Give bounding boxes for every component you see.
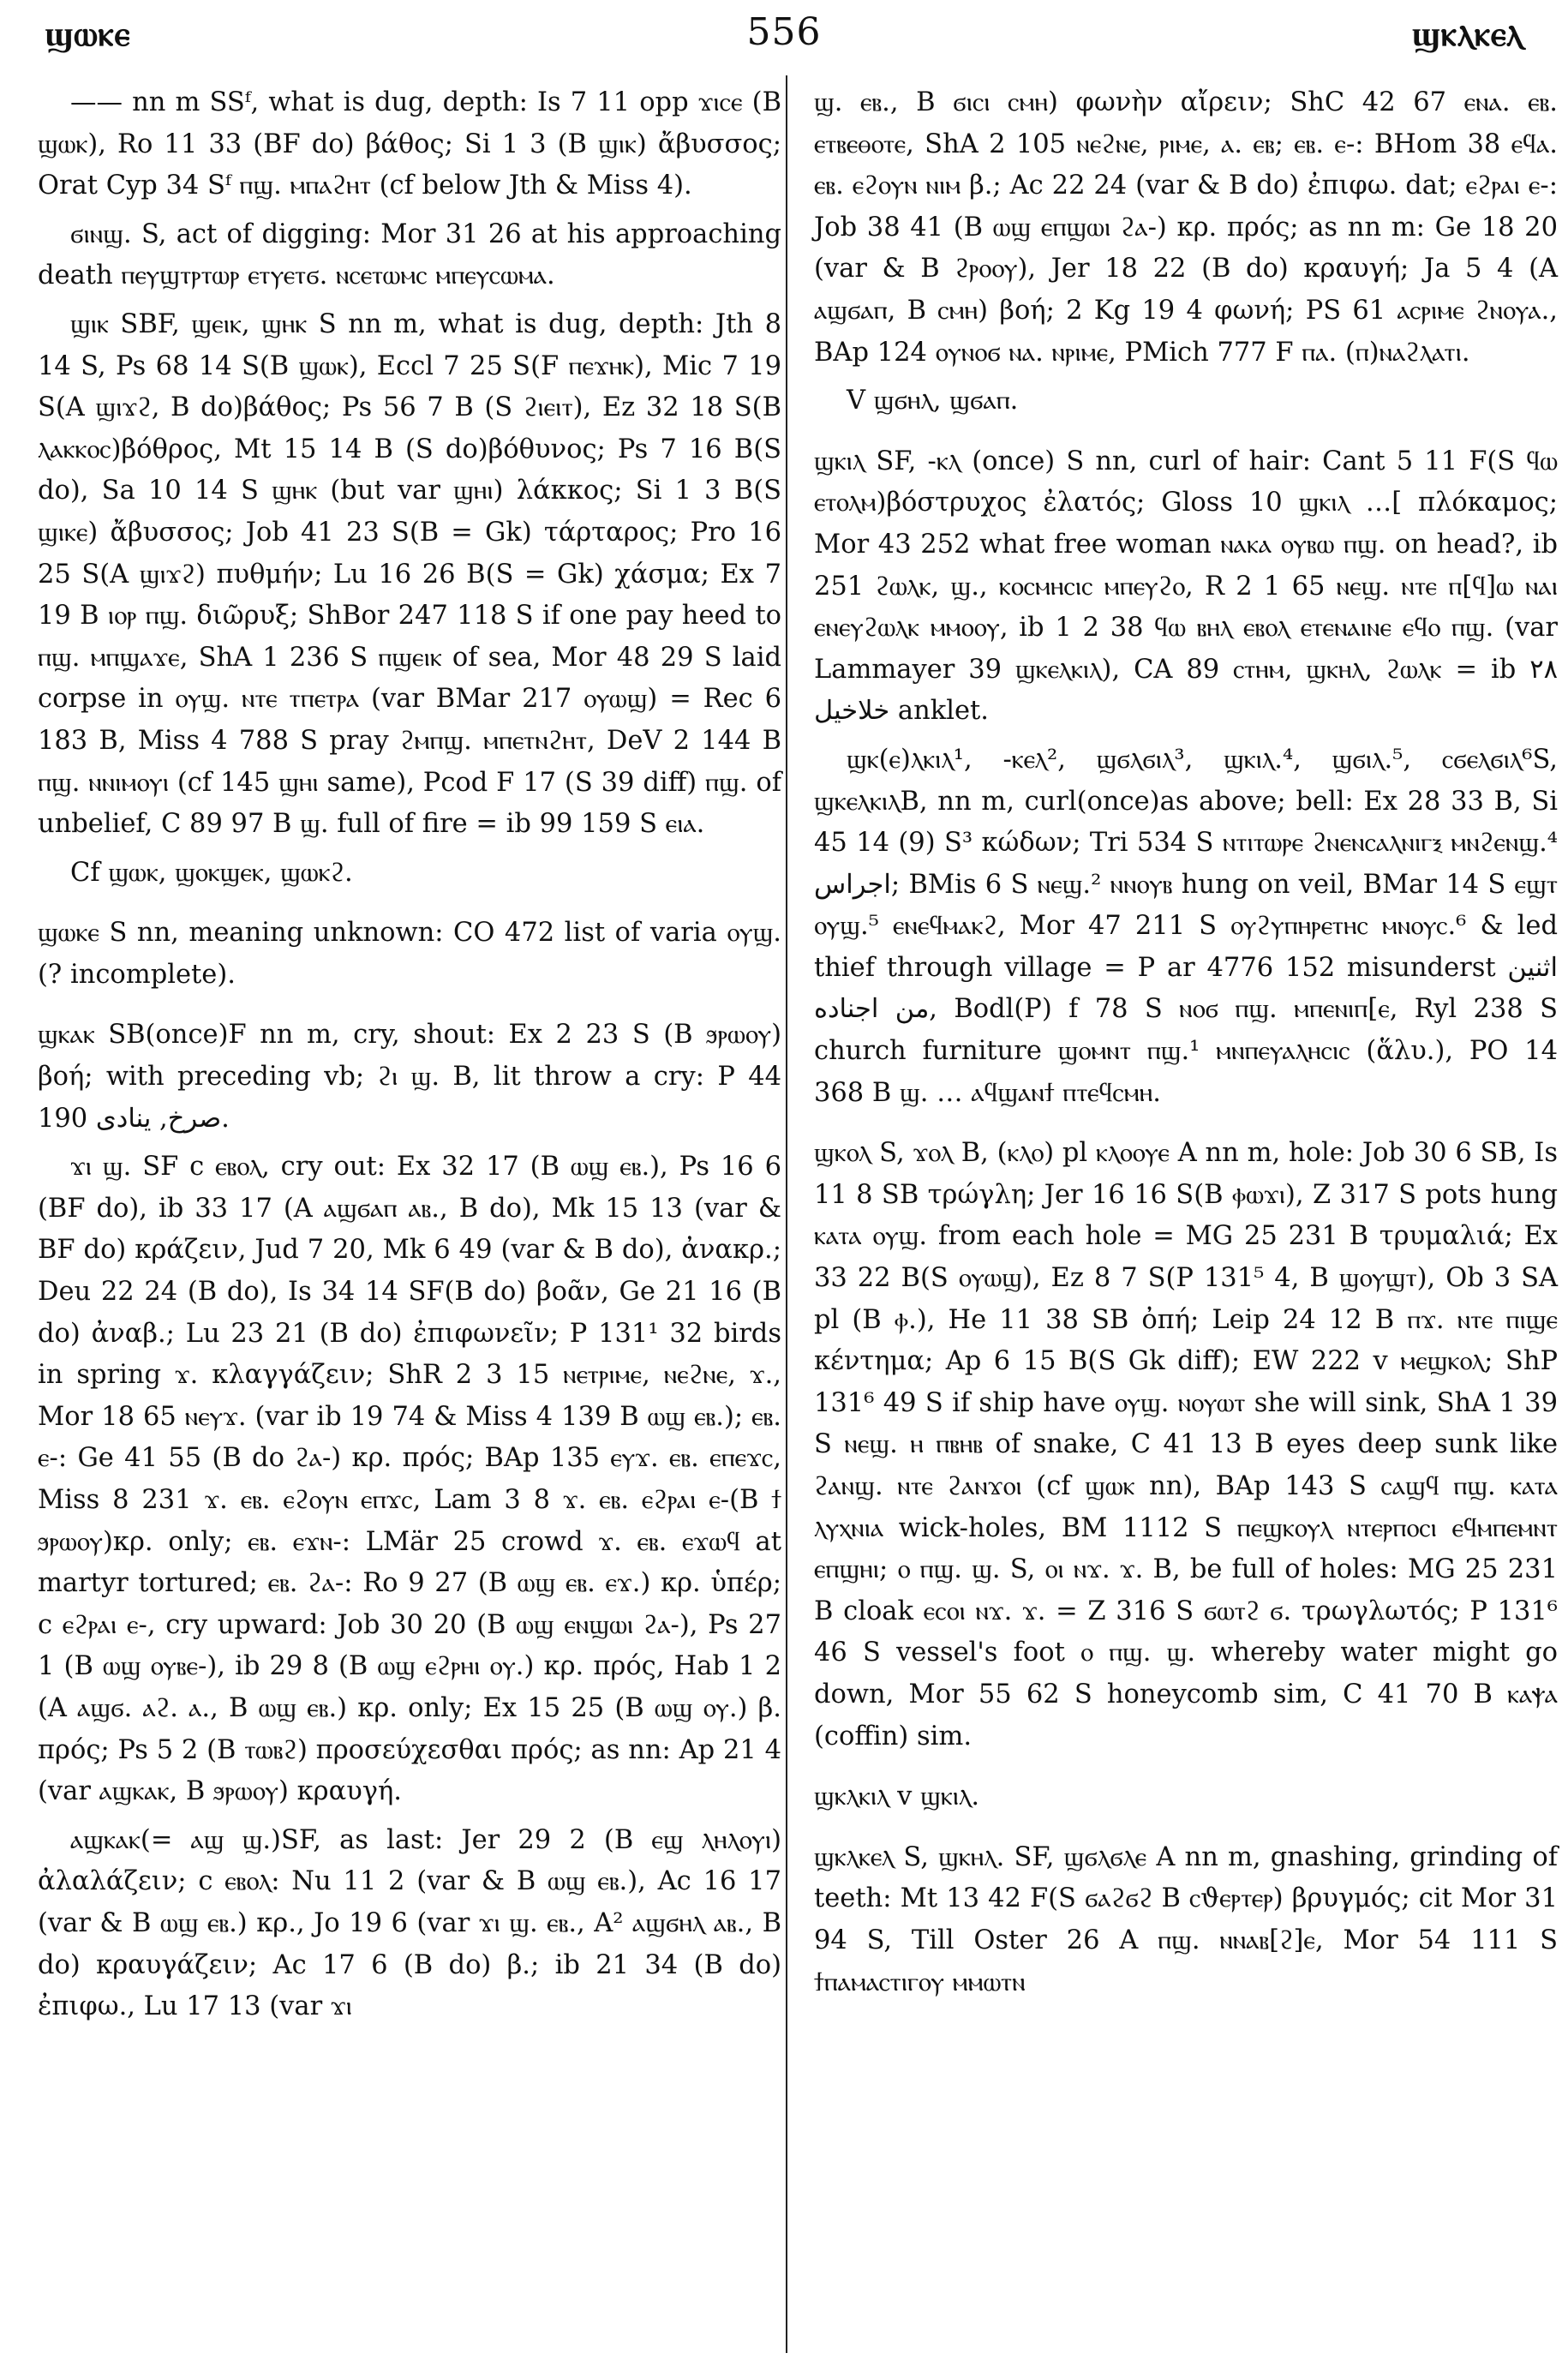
dictionary-entry: ϣⲓⲕ SBF, ϣⲉⲓⲕ, ϣⲏⲕ S nn m, what is dug, depth: Jth 8 14 S, Ps 68 14 S(B ϣⲱⲕ), Eccl 7 25 S(F ⲡⲉϫⲏⲕ), Mic 7 19 S(A ϣⲓϫϩ, B do)βάθος; Ps 56 7 B (S ϩⲓⲉⲓⲧ), Ez 32 18 S(B ⲗⲁⲕⲕⲟⲥ)βόθρος, Mt 15 14 B (S do)βόθυνος; Ps 7 16 B(S do), Sa 10 14 S ϣⲏⲕ (but var ϣⲏⲓ) λάκκος; Si 1 3 B(S ϣⲓⲕⲉ) ἄβυσσος; Job 41 23 S(B = Gk) τάρταρος; Pro 16 25 S(A ϣⲓϫϩ) πυθμήν; Lu 16 26 B(S = Gk) χάσμα; Ex 7 19 B ⲓⲟⲣ ⲡϣ. διῶρυξ; ShBor 247 118 S if one pay heed to ⲡϣ. ⲙⲡϣⲁϫⲉ, ShA 1 236 S ⲡϣⲉⲓⲕ of sea, Mor 48 29 S laid corpse in ⲟⲩϣ. ⲛⲧⲉ ⲧⲡⲉⲧⲣⲁ (var BMar 217 ⲟⲩⲱϣ) = Rec 6 183 B, Miss 4 788 S pray ϩⲙⲡϣ. ⲙⲡⲉⲧⲛϩⲏⲧ, DeV 2 144 B ⲡϣ. ⲛⲛⲓⲙⲟⲩⲓ (cf 145 ϣⲏⲓ same), Pcod F 17 (S 39 diff) ⲡϣ. of unbelief, C 89 97 B ϣ. full of fire = ib 99 159 S ⲉⲓⲁ. xyxy=(38,308,781,840)
dictionary-entry: ϭⲓⲛϣ. S, act of digging: Mor 31 26 at his approaching death ⲡⲉⲩϣⲧⲣⲧⲱⲣ ⲉⲧⲩⲉⲧϭ. ⲛⲥⲉⲧⲱⲙⲥ ⲙⲡⲉⲩⲥⲱⲙⲁ. xyxy=(38,219,781,291)
dictionary-entry: V ϣϭⲏⲗ, ϣϭⲁⲡ. xyxy=(847,386,1019,416)
dictionary-entry: ϣⲱⲕⲉ S nn, meaning unknown: CO 472 list of varia ⲟⲩϣ. (? incomplete). xyxy=(38,918,781,990)
right-running-headword: ϣⲕⲗⲕⲉⲗ xyxy=(1411,14,1523,54)
page-header xyxy=(0,0,1568,69)
dictionary-entry: ϣⲕⲟⲗ S, ϫⲟⲗ B, (ⲕⲗⲟ) pl ⲕⲗⲟⲟⲩⲉ A nn m, hole: Job 30 6 SB, Is 11 8 SB τρώγλη; Jer 16 16 S(B ⲫⲱϫⲓ), Z 317 S pots hung ⲕⲁⲧⲁ ⲟⲩϣ. from each hole = MG 25 231 B τρυμαλιά; Ex 33 22 B(S ⲟⲩⲱϣ), Ez 8 7 S(P 131⁵ 4, B ϣⲟⲩϣⲧ), Ob 3 SA pl (B ⲫ.), He 11 38 SB ὀπή; Leip 24 12 B ⲡϫ. ⲛⲧⲉ ⲡⲓϣⲉ κέντημα; Ap 6 15 B(S Gk diff); EW 222 v ⲙⲉϣⲕⲟⲗ; ShP 131⁶ 49 S if ship have ⲟⲩϣ. ⲛⲟⲩⲱⲧ she will sink, ShA 1 39 S ⲛⲉϣ. ⲏ ⲡⲃⲏⲃ of snake, C 41 13 B eyes deep sunk like ϩⲁⲛϣ. ⲛⲧⲉ ϩⲁⲛϫⲟⲓ (cf ϣⲱⲕ nn), BAp 143 S ⲥⲁϣϥ ⲡϣ. ⲕⲁⲧⲁ ⲗⲩⲭⲛⲓⲁ wick-holes, BM 1112 S ⲡⲉϣⲕⲟⲩⲗ ⲛⲧⲉⲣⲡⲟⲥⲓ ⲉϥⲙⲡⲉⲙⲛⲧ ⲉⲡϣⲏⲓ; ⲟ ⲡϣ. ϣ. S, ⲟⲓ ⲛϫ. ϫ. B, be full of holes: MG 25 231 B cloak ⲉⲥⲟⲓ ⲛϫ. ϫ. = Z 316 S ϭⲱⲧϩ ϭ. τρωγλωτός; P 131⁶ 46 S vessel's foot ⲟ ⲡϣ. ϣ. whereby water might go down, Mor 55 62 S honeycomb sim, C 41 70 B ⲕⲁⲯⲁ (coffin) sim. xyxy=(814,1138,1558,1751)
dictionary-entry: ⲁϣⲕⲁⲕ(= ⲁϣ ϣ.)SF, as last: Jer 29 2 (B ⲉϣ ⲗⲏⲗⲟⲩⲓ) ἀλαλάζειν; c ⲉⲃⲟⲗ: Nu 11 2 (var & B ⲱϣ ⲉⲃ.), Ac 16 17 (var & B ⲱϣ ⲉⲃ.) κρ., Jo 19 6 (var ϫⲓ ϣ. ⲉⲃ., A² ⲁϣϭⲏⲗ ⲁⲃ., B do) κραυγάζειν; Ac 17 6 (B do) β.; ib 21 34 (B do) ἐπιφω., Lu 17 13 (var ϫⲓ xyxy=(38,1824,781,2022)
column-divider xyxy=(786,75,787,2353)
dictionary-entry: ϣⲕ(ⲉ)ⲗⲕⲓⲗ¹, -ⲕⲉⲗ², ϣϭⲗϭⲓⲗ³, ϣⲕⲓⲗ.⁴, ϣϭⲓⲗ.⁵, ⲥϭⲉⲗϭⲓⲗ⁶S, ϣⲕⲉⲗⲕⲓⲗB, nn m, curl(once)as above; bell: Ex 28 33 B, Si 45 14 (9) S³ κώδων; Tri 534 S ⲛⲧⲓⲧⲱⲣⲉ ϩⲛⲉⲛⲥⲁⲗⲛⲓⲅⲝ ⲙⲛϩⲉⲛϣ.⁴ اجراس; BMis 6 S ⲛⲉϣ.² ⲛⲛⲟⲩⲃ hung on veil, BMar 14 S ⲉϣⲧ ⲟⲩϣ.⁵ ⲉⲛⲉϥⲙⲁⲕϩ, Mor 47 211 S ⲟⲩϩⲩⲡⲏⲣⲉⲧⲏⲥ ⲙⲛⲟⲩⲥ.⁶ & led thief through village = P ar 4776 152 misunderst اثنين من اجناده, Bodl(P) f 78 S ⲛⲟϭ ⲡϣ. ⲙⲡⲉⲛⲓⲡ[ⲉ, Ryl 238 S church furniture ϣⲟⲙⲛⲧ ⲡϣ.¹ ⲙⲛⲡⲉⲩⲁⲗⲏⲥⲓⲥ (ἅλυ.), PO 14 368 B ϣ. … ⲁϥϣⲁⲛϯ ⲡⲧⲉϥⲥⲙⲏ. xyxy=(814,744,1558,1108)
left-column xyxy=(38,82,781,2035)
dictionary-entry: ϫⲓ ϣ. SF c ⲉⲃⲟⲗ, cry out: Ex 32 17 (B ⲱϣ ⲉⲃ.), Ps 16 6 (BF do), ib 33 17 (A ⲁϣϭⲁⲡ ⲁⲃ., B do), Mk 15 13 (var & BF do) κράζειν, Jud 7 20, Mk 6 49 (var & B do), ἀνακρ.; Deu 22 24 (B do), Is 34 14 SF(B do) βοᾶν, Ge 21 16 (B do) ἀναβ.; Lu 23 21 (B do) ἐπιφωνεῖν; P 131¹ 32 birds in spring ϫ. κλαγγάζειν; ShR 2 3 15 ⲛⲉⲧⲣⲓⲙⲉ, ⲛⲉϩⲛⲉ, ϫ., Mor 18 65 ⲛⲉⲩϫ. (var ib 19 74 & Miss 4 139 B ⲱϣ ⲉⲃ.); ⲉⲃ. ⲉ-: Ge 41 55 (B do ϩⲁ-) κρ. πρός; BAp 135 ⲉⲩϫ. ⲉⲃ. ⲉⲡⲉϫⲥ, Miss 8 231 ϫ. ⲉⲃ. ⲉϩⲟⲩⲛ ⲉⲡϫⲥ, Lam 3 8 ϫ. ⲉⲃ. ⲉϩⲣⲁⲓ ⲉ-(B ϯ ϧⲣⲱⲟⲩ)κρ. only; ⲉⲃ. ⲉϫⲛ-: LMär 25 crowd ϫ. ⲉⲃ. ⲉϫⲱϥ at martyr tortured; ⲉⲃ. ϩⲁ-: Ro 9 27 (B ⲱϣ ⲉⲃ. ⲉϫ.) κρ. ὑπέρ; c ⲉϩⲣⲁⲓ ⲉ-, cry upward: Job 30 20 (B ⲱϣ ⲉⲛϣⲱⲓ ϩⲁ-), Ps 27 1 (B ⲱϣ ⲟⲩⲃⲉ-), ib 29 8 (B ⲱϣ ⲉϩⲣⲏⲓ ⲟⲩ.) κρ. πρός, Hab 1 2 (A ⲁϣϭ. ⲁϩ. ⲁ., B ⲱϣ ⲉⲃ.) κρ. only; Ex 15 25 (B ⲱϣ ⲟⲩ.) β. πρός; Ps 5 2 (B ⲧⲱⲃϩ) προσεύχεσθαι πρός; as nn: Ap 21 4 (var ⲁϣⲕⲁⲕ, B ϧⲣⲱⲟⲩ) κραυγή. xyxy=(38,1152,781,1807)
dictionary-entry: —— nn m SSᶠ, what is dug, depth: Is 7 11 opp ϫⲓⲥⲉ (B ϣⲱⲕ), Ro 11 33 (BF do) βάθος; Si 1 3 (B ϣⲓⲕ) ἄβυσσος; Orat Cyp 34 Sᶠ ⲡϣ. ⲙⲡⲁϩⲏⲧ (cf below Jth & Miss 4). xyxy=(38,87,781,201)
dictionary-entry: ϣⲕⲓⲗ SF, -ⲕⲗ (once) S nn, curl of hair: Cant 5 11 F(S ϥⲱ ⲉⲧⲟⲗⲙ)βόστρυχος ἐλατός; Gloss 10 ϣⲕⲓⲗ …[ πλόκαμος; Mor 43 252 what free woman ⲛⲁⲕⲁ ⲟⲩⲃⲱ ⲡϣ. on head?, ib 251 ϩⲱⲗⲕ, ϣ., ⲕⲟⲥⲙⲏⲥⲓⲥ ⲙⲡⲉⲩϩⲟ, R 2 1 65 ⲛⲉϣ. ⲛⲧⲉ ⲡ[ϥ]ⲱ ⲛⲁⲓ ⲉⲛⲉⲩϩⲱⲗⲕ ⲙⲙⲟⲟⲩ, ib 1 2 38 ϥⲱ ⲃⲏⲗ ⲉⲃⲟⲗ ⲉⲧⲉⲛⲁⲓⲛⲉ ⲉϥⲟ ⲡϣ. (var Lammayer 39 ϣⲕⲉⲗⲕⲓⲗ), CA 89 ⲥⲧⲏⲙ, ϣⲕⲏⲗ, ϩⲱⲗⲕ = ib ٢٨ خلاخيل anklet. xyxy=(814,446,1558,727)
dictionary-entry: Cf ϣⲱⲕ, ϣⲟⲕϣⲉⲕ, ϣⲱⲕϩ. xyxy=(70,857,353,888)
right-column xyxy=(814,82,1558,2010)
dictionary-entry: ϣⲕⲁⲕ SB(once)F nn m, cry, shout: Ex 2 23 S (B ϧⲣⲱⲟⲩ) βοή; with preceding vb; ϩⲓ ϣ. B, lit throw a cry: P 44 190 صرخ, ينادى. xyxy=(38,1020,781,1134)
dictionary-entry: ϣⲕⲗⲕⲉⲗ S, ϣⲕⲏⲗ. SF, ϣϭⲗϭⲗⲉ A nn m, gnashing, grinding of teeth: Mt 13 42 F(S ϭⲁϩϭϩ B ⲥϑⲉⲣⲧⲉⲣ) βρυγμός; cit Mor 31 94 S, Till Oster 26 A ⲡϣ. ⲛⲛⲁⲃ[ϩ]ⲉ, Mor 54 111 S ϯⲡⲁⲙⲁⲥⲧⲓⲅⲟⲩ ⲙⲙⲱⲧⲛ xyxy=(814,1841,1558,1997)
dictionary-entry: ϣ. ⲉⲃ., B ϭⲓⲥⲓ ⲥⲙⲏ) φωνὴν αἴρειν; ShC 42 67 ⲉⲛⲁ. ⲉⲃ. ⲉⲧⲃⲉⲑⲟⲧⲉ, ShA 2 105 ⲛⲉϩⲛⲉ, ⲣⲓⲙⲉ, ⲁ. ⲉⲃ; ⲉⲃ. ⲉ-: BHom 38 ⲉϥⲁ. ⲉⲃ. ⲉϩⲟⲩⲛ ⲛⲓⲙ β.; Ac 22 24 (var & B do) ἐπιφω. dat; ⲉϩⲣⲁⲓ ⲉ-: Job 38 41 (B ⲱϣ ⲉⲡϣⲱⲓ ϩⲁ-) κρ. πρός; as nn m: Ge 18 20 (var & B ϩⲣⲟⲟⲩ), Jer 18 22 (B do) κραυγή; Ja 5 4 (A ⲁϣϭⲁⲡ, B ⲥⲙⲏ) βοή; 2 Kg 19 4 φωνή; PS 61 ⲁⲥⲣⲓⲙⲉ ϩⲛⲟⲩⲁ., BAp 124 ⲟⲩⲛⲟϭ ⲛⲁ. ⲛⲣⲓⲙⲉ, PMich 777 F ⲡⲁ. (ⲡ)ⲛⲁϩⲗⲁⲧⲓ. xyxy=(814,87,1558,368)
dictionary-entry: ϣⲕⲗⲕⲓⲗ v ϣⲕⲓⲗ. xyxy=(814,1781,980,1812)
page-number: 556 xyxy=(746,10,822,54)
left-running-headword: ϣⲱⲕⲉ xyxy=(45,14,131,54)
